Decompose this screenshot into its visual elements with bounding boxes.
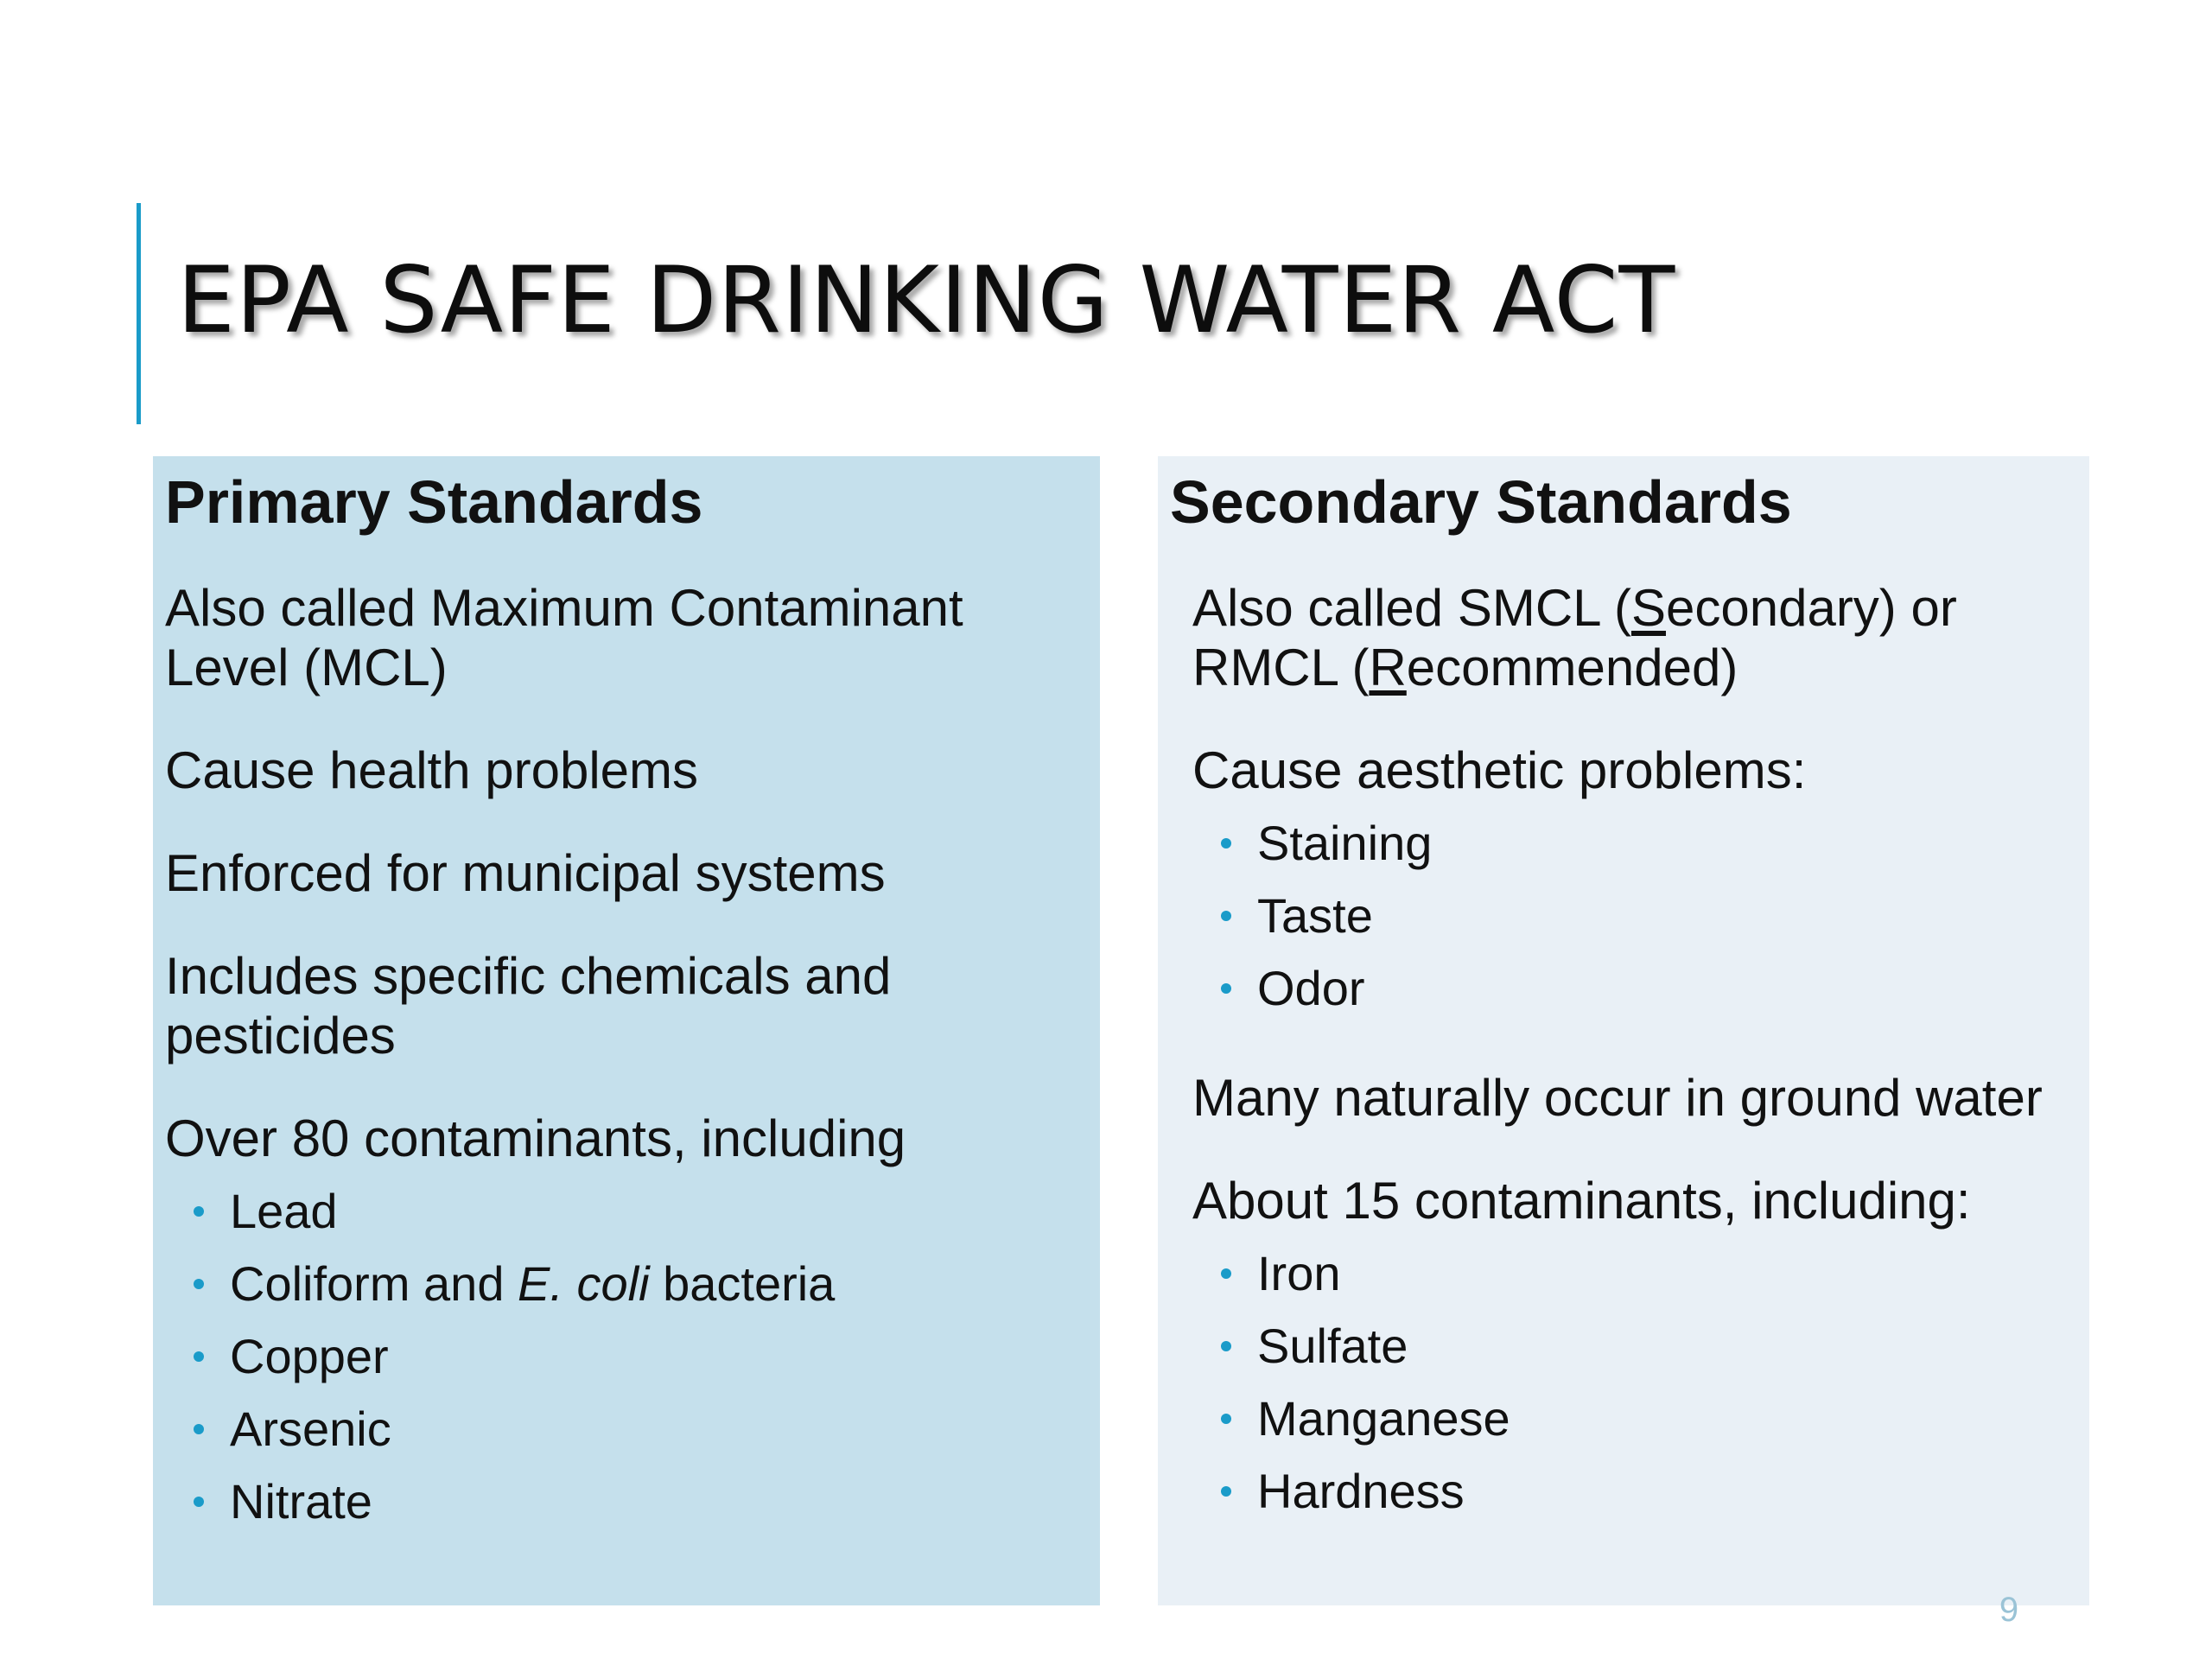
bullet-icon (194, 1206, 204, 1217)
secondary-natural-text: Many naturally occur in ground water (1192, 1069, 2043, 1127)
list-item-label: Odor (1257, 961, 1365, 1015)
primary-chemicals-text: Includes specific chemicals and pesticides (165, 947, 892, 1065)
bullet-icon (1221, 1341, 1231, 1351)
list-item-label: Arsenic (230, 1402, 391, 1456)
list-item (1192, 880, 2089, 952)
secondary-contaminants-intro: About 15 contaminants, including: (1192, 1172, 1971, 1230)
bullet-icon (194, 1424, 204, 1434)
secondary-contaminant-list (1192, 1237, 2089, 1528)
bullet-icon (1221, 911, 1231, 921)
list-item-label: Staining (1257, 816, 1433, 870)
bullet-icon (1221, 1414, 1231, 1424)
list-item-label: Taste (1257, 888, 1373, 943)
secondary-aesthetic-intro: Cause aesthetic problems: (1192, 741, 1807, 799)
secondary-aesthetic-list (1192, 807, 2089, 1025)
primary-contaminant-list (165, 1175, 1100, 1538)
recommended-word-rest: ecommended) (1406, 639, 1738, 696)
secondary-standards-heading: Secondary Standards (1170, 468, 1792, 536)
smcl-prefix-text: Also called SMCL ( (1192, 579, 1631, 637)
bullet-icon (1221, 1486, 1231, 1497)
list-item (1192, 952, 2089, 1025)
bullet-icon (194, 1279, 204, 1289)
list-item-label: Lead (230, 1184, 338, 1238)
list-item-label: Hardness (1257, 1464, 1465, 1518)
primary-contaminants-intro: Over 80 contaminants, including (165, 1109, 906, 1167)
list-item (1192, 1237, 2089, 1310)
bullet-icon (194, 1351, 204, 1362)
page-number: 9 (1999, 1591, 2019, 1629)
list-item (165, 1175, 1100, 1248)
secondary-word-rest: econdary) or (1665, 579, 1957, 637)
coliform-text: Coliform and (230, 1256, 518, 1311)
bullet-icon (1221, 1268, 1231, 1279)
rmcl-prefix-text: RMCL ( (1192, 639, 1370, 696)
list-item-label: Copper (230, 1329, 389, 1383)
primary-health-text: Cause health problems (165, 741, 699, 799)
r-underlined-letter: R (1369, 639, 1407, 696)
bullet-icon (1221, 838, 1231, 849)
list-item-label: Iron (1257, 1246, 1341, 1300)
list-item (1192, 1455, 2089, 1528)
list-item-label: Manganese (1257, 1391, 1510, 1446)
list-item (1192, 807, 2089, 880)
secondary-smcl-text (1192, 578, 2089, 697)
secondary-body (1170, 578, 2089, 1528)
list-item-label: Nitrate (230, 1474, 372, 1529)
list-item (1192, 1310, 2089, 1382)
list-item (165, 1465, 1100, 1538)
bullet-icon (1221, 983, 1231, 994)
list-item (165, 1393, 1100, 1465)
slide-title: EPA SAFE DRINKING WATER ACT (177, 247, 1676, 353)
bullet-icon (194, 1497, 204, 1507)
list-item-label: Sulfate (1257, 1319, 1408, 1373)
bacteria-text: bacteria (649, 1256, 836, 1311)
primary-standards-panel (153, 456, 1100, 1605)
title-accent-bar (137, 203, 141, 424)
list-item (165, 1248, 1100, 1320)
list-item (165, 1320, 1100, 1393)
primary-mcl-text: Also called Maximum Contaminant Level (MCL) (165, 579, 963, 696)
secondary-standards-panel (1158, 456, 2089, 1605)
s-underlined-letter: S (1630, 579, 1666, 637)
primary-standards-heading: Primary Standards (165, 468, 703, 536)
primary-enforced-text: Enforced for municipal systems (165, 844, 886, 902)
list-item (1192, 1382, 2089, 1455)
ecoli-italic-text: E. coli (518, 1256, 650, 1311)
